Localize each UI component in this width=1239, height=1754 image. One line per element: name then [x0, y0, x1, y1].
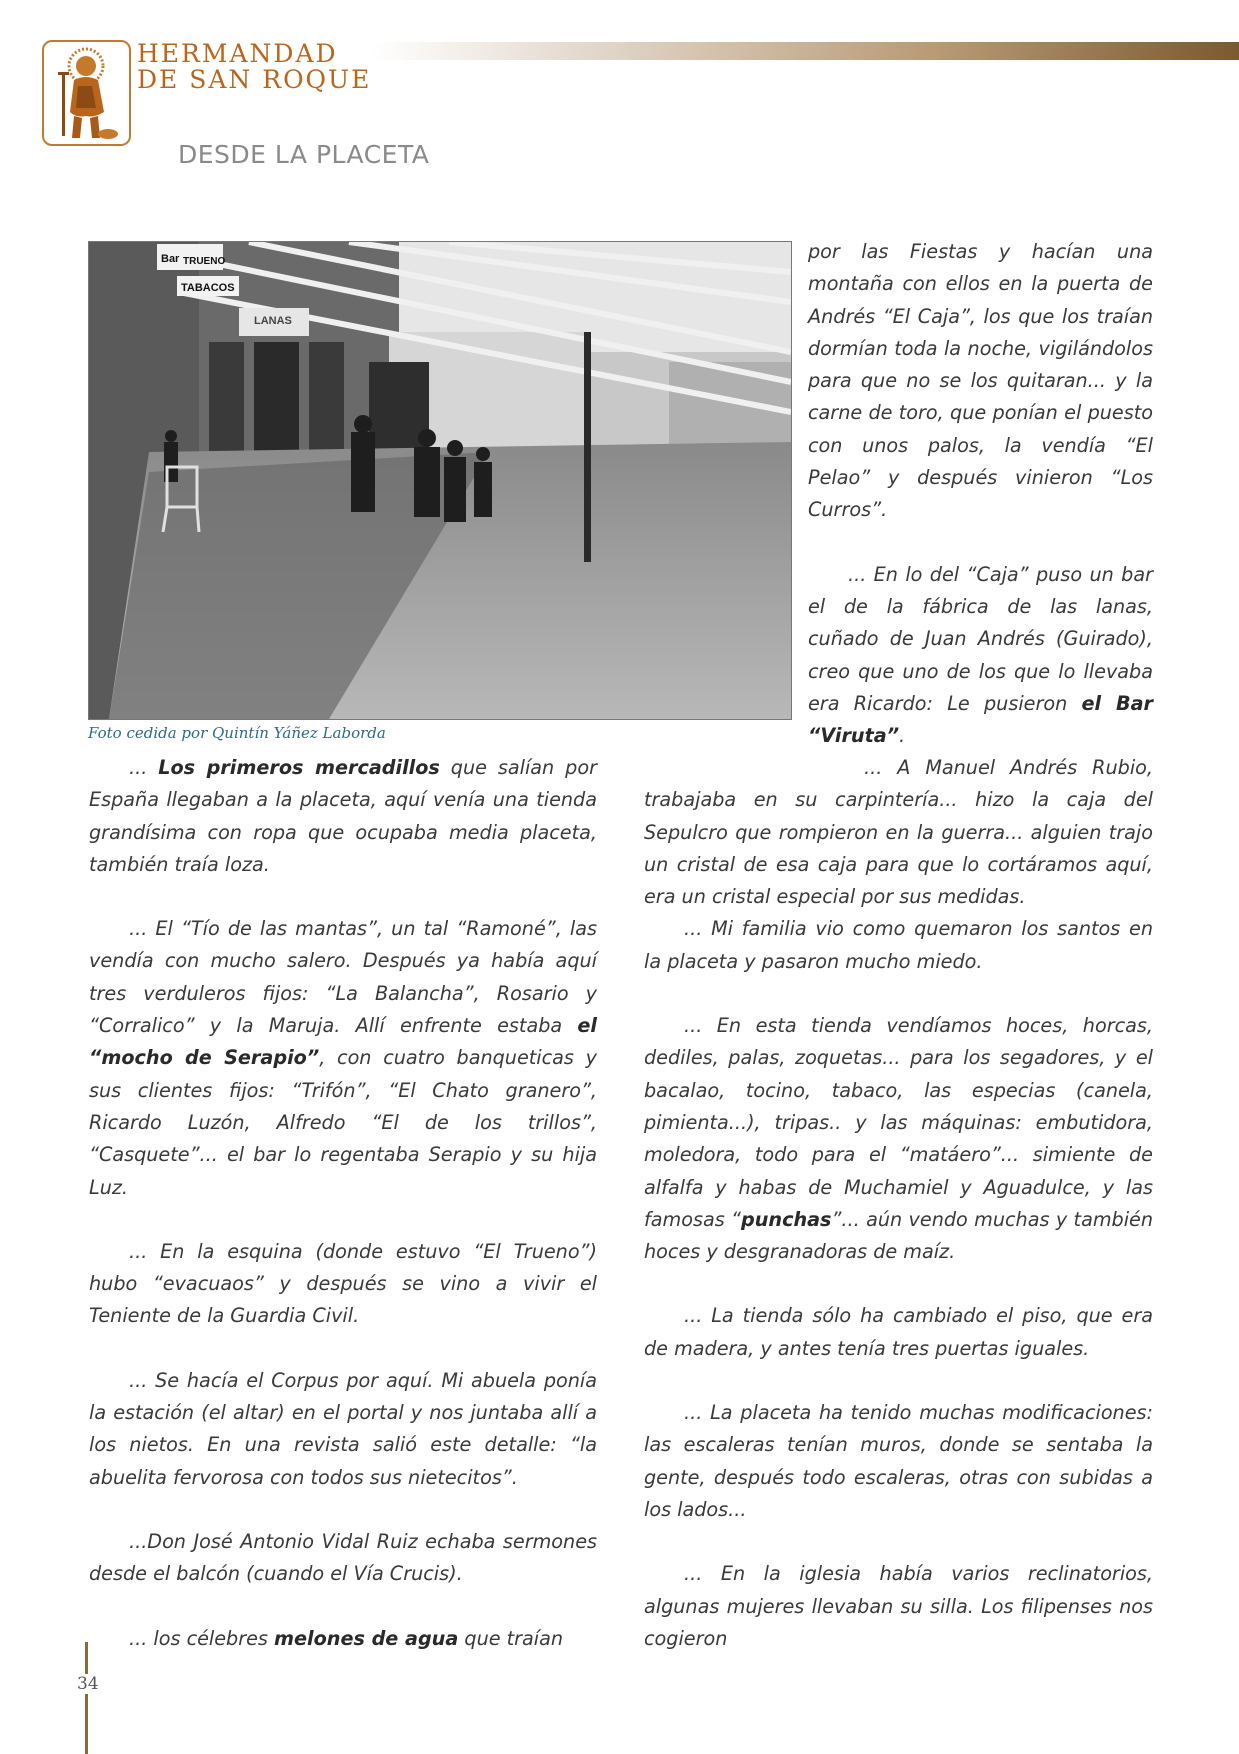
text-column-left [89, 752, 597, 1655]
sign-bar: Bar [161, 253, 180, 265]
header-gradient-bar [372, 42, 1239, 60]
section-title: DESDE LA PLACETA [178, 140, 430, 169]
saint-roque-icon [44, 42, 129, 144]
paragraph: ...Don José Antonio Vidal Ruiz echaba sermones desde el balcón (cuando el Vía Crucis). [89, 1529, 597, 1586]
brand-line-2: DE SAN ROQUE [137, 65, 372, 94]
paragraph: ... En lo del “Caja” puso un bar el de la fábrica de las lanas, cuñado de Juan Andrés (Guirado), creo que uno de los que lo llevaba era Ricardo: Le pusieron el Bar “Viruta”. [808, 562, 1153, 748]
paragraph: ... Los primeros mercadillos que salían por España llegaban a la placeta, aquí venía una tienda grandísima con ropa que ocupaba media placeta, también traía loza. [89, 756, 597, 876]
paragraph: ... El “Tío de las mantas”, un tal “Ramoné”, las vendía con mucho salero. Después ya había aquí tres verduleros fijos: “La Balancha”, Rosario y “Corralico” y la Maruja. Allí enfrente estaba el “mocho de Serapio”, con cuatro banqueticas y sus clientes fijos: “Trifón”, “El Chato granero”, Ricardo Luzón, Alfredo “El de los trillos”, “Casquete”... el bar lo regentaba Serapio y su hija Luz. [89, 917, 598, 1199]
paragraph: ... La placeta ha tenido muchas modificaciones: las escaleras tenían muros, donde se sentaba la gente, después todo escaleras, otras con subidas a los lados... [644, 1401, 1153, 1521]
paragraph: ... La tienda sólo ha cambiado el piso, que era de madera, y antes tenía tres puertas iguales. [644, 1304, 1153, 1360]
paragraph: por las Fiestas y hacían una montaña con ellos en la puerta de Andrés “El Caja”, los que los traían dormían toda la noche, vigilándolos para que no se los quitaran... y la carne de toro, que ponían el puesto con unos palos, la vendía “El Pelao” y después vinieron “Los Curros”. [808, 240, 1153, 522]
paragraph: ... los célebres melones de agua que traían [129, 1626, 564, 1650]
paragraph: ... En la iglesia había varios reclinatorios, algunas mujeres llevaban su silla. Los filipenses nos cogieron [644, 1562, 1153, 1650]
page-margin-line [85, 1642, 88, 1754]
text-column-right-top [808, 236, 1153, 752]
sign-lanas: LANAS [254, 315, 292, 327]
paragraph: ... Se hacía el Corpus por aquí. Mi abuela ponía la estación (el altar) en el portal y nos juntaba allí a los nietos. En una revista salió este detalle: “la abuelita fervorosa con todos sus nietecitos”. [89, 1368, 597, 1489]
sign-trueno: TRUENO [183, 256, 226, 267]
page-number: 34 [77, 1674, 99, 1694]
brotherhood-logo [42, 40, 131, 146]
paragraph: ... En la esquina (donde estuvo “El Trueno”) hubo “evacuaos” y después se vino a vivir el Teniente de la Guardia Civil. [89, 1239, 597, 1328]
sign-tabacos: TABACOS [181, 282, 235, 294]
photo-caption: Foto cedida por Quintín Yáñez Laborda [88, 724, 386, 742]
brand-line-1: HERMANDAD [137, 39, 338, 68]
historic-photo [88, 241, 792, 720]
paragraph: ... En esta tienda vendíamos hoces, horcas, dediles, palas, zoquetas... para los segadores, y el bacalao, tocino, tabaco, las especias (canela, pimienta...), tripas.. y las máquinas: embutidora, moledora, todo para el “matáero”... simiente de alfalfa y habas de Muchamiel y Aguadulce, y las famosas “punchas”... aún vendo muchas y también hoces y desgranadoras de maíz. [644, 1014, 1153, 1264]
paragraph: ... Mi familia vio como quemaron los santos en la placeta y pasaron mucho miedo. [644, 917, 1153, 973]
text-column-right [644, 752, 1153, 1655]
paragraph: ... A Manuel Andrés Rubio, trabajaba en su carpintería... hizo la caja del Sepulcro que rompieron en la guerra... alguien trajo un cristal de esa caja para que lo cortáramos aquí, era un cristal especial por sus medidas. [644, 756, 1153, 909]
